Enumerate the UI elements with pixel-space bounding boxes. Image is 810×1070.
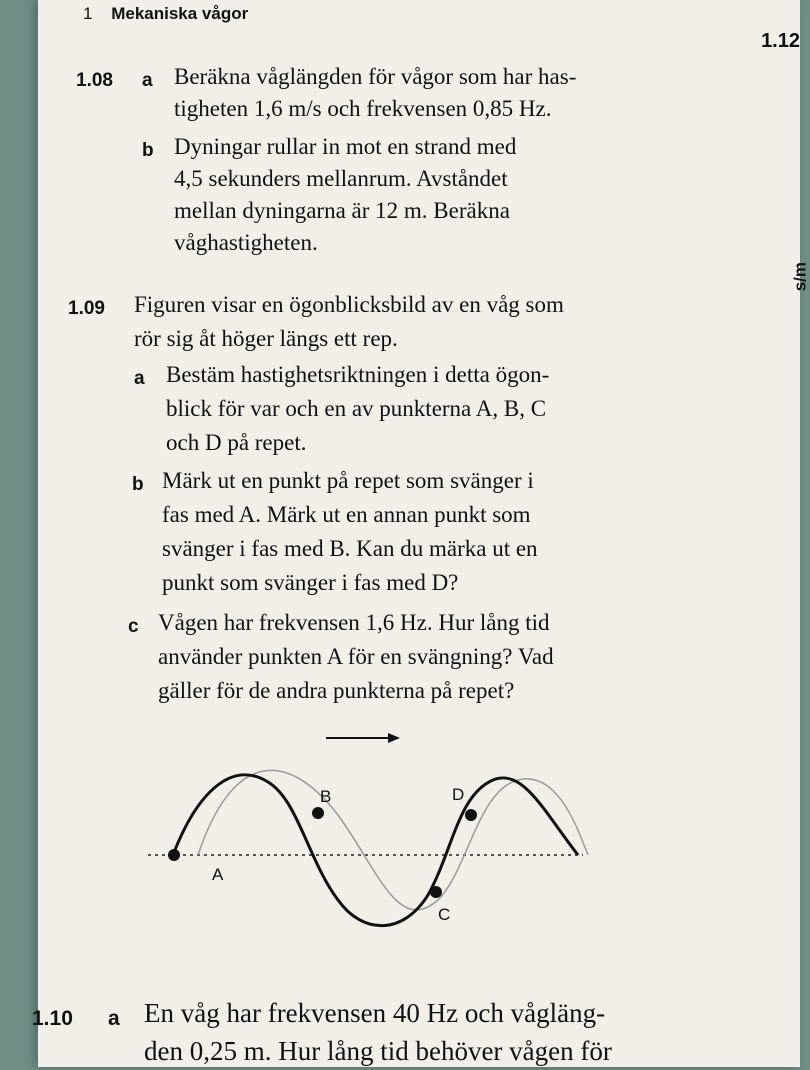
text-line: och D på repet. <box>166 430 307 455</box>
textbook-page <box>32 0 809 1067</box>
problem-number: 1.08 <box>76 70 113 91</box>
text-line: våghastigheten. <box>174 230 318 255</box>
text-line: använder punkten A för en svängning? Vad <box>158 644 554 669</box>
text-line: mellan dyningarna är 12 m. Beräkna <box>174 198 510 223</box>
point-d-label: D <box>452 785 465 804</box>
text-line: 4,5 sekunders mellanrum. Avståndet <box>174 166 508 191</box>
point-d <box>465 809 477 821</box>
part-letter: a <box>134 368 145 389</box>
text-line: svänger i fas med B. Kan du märka ut en <box>162 536 538 561</box>
text-line: Bestäm hastighetsriktningen i detta ögon- <box>166 362 550 387</box>
problem-1-10 <box>32 990 800 1067</box>
main-wave <box>173 775 578 926</box>
part-letter: b <box>132 474 144 495</box>
next-column-unit: s/m <box>790 262 809 292</box>
chapter-title: Mekaniska vågor <box>111 4 249 23</box>
point-a <box>168 849 180 861</box>
point-a-label: A <box>212 865 224 884</box>
problem-number: 1.10 <box>32 1007 73 1030</box>
text-line: punkt som svänger i fas med D? <box>162 570 459 595</box>
part-letter: a <box>108 1007 120 1030</box>
wave-figure <box>138 720 618 940</box>
text-line: Dyningar rullar in mot en strand med <box>174 134 517 159</box>
text-line: rör sig åt höger längs ett rep. <box>134 326 398 351</box>
problem-number: 1.09 <box>68 298 105 319</box>
text-line: tigheten 1,6 m/s och frekvensen 0,85 Hz. <box>174 96 552 121</box>
direction-arrow-icon <box>326 733 400 743</box>
part-letter: a <box>142 70 153 91</box>
chapter-number: 1 <box>83 4 93 23</box>
text-line: Märk ut en punkt på repet som svänger i <box>162 468 534 493</box>
next-column-problem-number: 1.12 <box>761 30 800 52</box>
problem-1-09 <box>38 270 800 720</box>
part-letter: b <box>142 140 154 161</box>
text-line: Figuren visar en ögonblicksbild av en våg som <box>134 292 564 317</box>
text-line: En våg har frekvensen 40 Hz och vågläng- <box>144 998 606 1028</box>
text-line: Beräkna våglängden för vågor som har has- <box>174 64 577 89</box>
point-b <box>312 807 324 819</box>
text-line: den 0,25 m. Hur lång tid behöver vågen för <box>144 1036 612 1066</box>
part-letter: c <box>128 616 139 637</box>
text-line: fas med A. Märk ut en annan punkt som <box>162 502 531 527</box>
wave-diagram <box>138 720 618 940</box>
point-b-label: B <box>320 787 332 806</box>
text-line: blick för var och en av punkterna A, B, C <box>166 396 547 421</box>
text-line: gäller för de andra punkterna på repet? <box>158 678 515 703</box>
point-c <box>430 886 442 898</box>
point-c-label: C <box>438 905 451 924</box>
text-line: Vågen har frekvensen 1,6 Hz. Hur lång tid <box>158 610 550 635</box>
problem-1-08 <box>38 0 800 260</box>
